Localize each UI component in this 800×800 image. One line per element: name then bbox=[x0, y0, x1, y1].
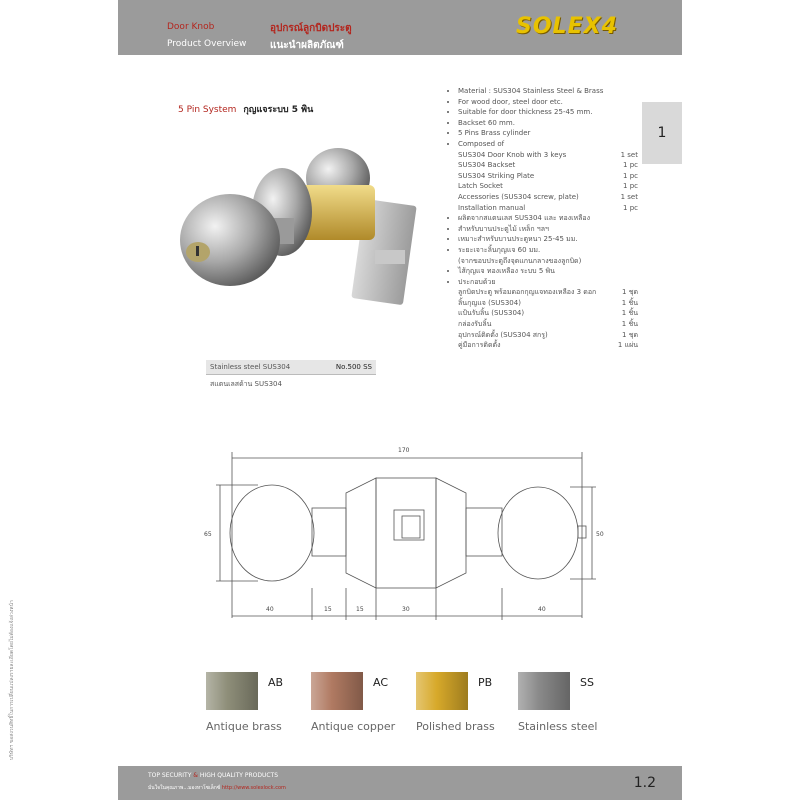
model-material-th: สแตนเลสด้าน SUS304 bbox=[206, 374, 376, 394]
page-footer bbox=[118, 766, 682, 800]
spec-note-th: (จากขอบประตูถึงจุดแกนกลางของลูกบิด) bbox=[458, 256, 582, 265]
model-row bbox=[206, 360, 376, 374]
component-row: SUS304 Backset 1 pc bbox=[458, 161, 638, 170]
model-material: Stainless steel SUS304 bbox=[210, 363, 291, 371]
dim-segment: 30 bbox=[402, 606, 410, 613]
finish-swatch bbox=[518, 672, 618, 742]
spec-item: • Composed of bbox=[458, 139, 638, 150]
spec-item: • Backset 60 mm. bbox=[458, 118, 638, 129]
page-tab: 1 bbox=[642, 102, 682, 164]
header-subtitle-en: Product Overview bbox=[167, 39, 247, 49]
door-knob-photo bbox=[170, 140, 420, 320]
finish-swatch bbox=[206, 672, 306, 742]
finish-name: Stainless steel bbox=[518, 720, 598, 733]
component-row-th: แป้นรับลิ้น (SUS304) 1 ชิ้น bbox=[458, 309, 638, 318]
finish-name: Polished brass bbox=[416, 720, 495, 733]
finish-chip bbox=[518, 672, 570, 710]
dim-segment: 40 bbox=[538, 606, 546, 613]
component-row: Accessories (SUS304 screw, plate) 1 set bbox=[458, 192, 638, 201]
model-number: No.500 SS bbox=[335, 363, 372, 371]
component-row-th: ลูกบิดประตู พร้อมดอกกุญแจทองเหลือง 3 ดอก 1 ชุด bbox=[458, 288, 638, 297]
finish-code: AB bbox=[268, 676, 284, 689]
catalog-page bbox=[118, 0, 682, 800]
page-number: 1.2 bbox=[633, 775, 656, 791]
finish-code: PB bbox=[478, 676, 493, 689]
component-row-th: กล่องรับลิ้น 1 ชิ้น bbox=[458, 320, 638, 329]
section-title-th: กุญแจระบบ 5 พิน bbox=[243, 105, 314, 115]
finish-name: Antique copper bbox=[311, 720, 396, 733]
finish-swatches bbox=[206, 672, 626, 742]
component-row: SUS304 Door Knob with 3 keys 1 set bbox=[458, 150, 638, 159]
finish-swatch bbox=[416, 672, 516, 742]
spec-item-th: • ไส้กุญแจ ทองเหลือง ระบบ 5 พิน bbox=[458, 266, 638, 277]
section-title bbox=[178, 102, 313, 116]
page-header bbox=[118, 0, 682, 55]
header-title-en: Door Knob bbox=[167, 22, 215, 32]
spec-item: • Suitable for door thickness 25-45 mm. bbox=[458, 107, 638, 118]
header-subtitle-th: แนะนำผลิตภัณฑ์ bbox=[270, 40, 344, 51]
spec-item-th: • เหมาะสำหรับบานประตูหนา 25-45 มม. bbox=[458, 234, 638, 245]
footer-url[interactable]: http://www.solexlock.com bbox=[221, 785, 286, 791]
dim-segment: 15 bbox=[356, 606, 364, 613]
dimension-drawing bbox=[198, 438, 618, 628]
finish-swatch bbox=[311, 672, 411, 742]
component-row-th: อุปกรณ์ติดตั้ง (SUS304 สกรู) 1 ชุด bbox=[458, 330, 638, 339]
section-title-en: 5 Pin System bbox=[178, 105, 237, 115]
spec-item-th: • สำหรับบานประตูไม้ เหล็ก ฯลฯ bbox=[458, 224, 638, 235]
finish-name: Antique brass bbox=[206, 720, 282, 733]
finish-chip bbox=[311, 672, 363, 710]
spec-item: • 5 Pins Brass cylinder bbox=[458, 128, 638, 139]
side-disclaimer: บริษัทฯ ขอสงวนสิทธิ์ในการเปลี่ยนแปลงรายละเอียดโดยไม่ต้องแจ้งล่วงหน้า bbox=[9, 600, 15, 760]
finish-code: SS bbox=[580, 676, 594, 689]
component-row: SUS304 Striking Plate 1 pc bbox=[458, 171, 638, 180]
footer-line: มั่นใจในคุณภาพ...มองหาโซเล็กซ์ http://www.solexlock.com bbox=[148, 785, 286, 791]
model-box bbox=[206, 360, 376, 394]
component-row-th: ลิ้นกุญแจ (SUS304) 1 ชิ้น bbox=[458, 298, 638, 307]
finish-code: AC bbox=[373, 676, 389, 689]
header-title-th: อุปกรณ์ลูกบิดประตู bbox=[270, 23, 352, 34]
component-row: Latch Socket 1 pc bbox=[458, 182, 638, 191]
dim-segment: 15 bbox=[324, 606, 332, 613]
component-row-th: คู่มือการติดตั้ง 1 แผ่น bbox=[458, 341, 638, 350]
spec-item: • Material : SUS304 Stainless Steel & Brass bbox=[458, 86, 638, 97]
finish-chip bbox=[416, 672, 468, 710]
component-row: Installation manual 1 pc bbox=[458, 203, 638, 212]
dim-segment: 40 bbox=[266, 606, 274, 613]
spec-item: • For wood door, steel door etc. bbox=[458, 97, 638, 108]
solex-logo: SOLEX4 bbox=[516, 14, 618, 39]
finish-chip bbox=[206, 672, 258, 710]
spec-list bbox=[448, 86, 638, 351]
spec-item-th: • ผลิตจากสแตนเลส SUS304 และ ทองเหลือง bbox=[458, 213, 638, 224]
dim-height-right: 50 bbox=[596, 531, 604, 538]
dim-height-left: 65 bbox=[204, 531, 212, 538]
footer-tagline: TOP SECURITY & HIGH QUALITY PRODUCTS bbox=[148, 772, 279, 779]
dim-total: 170 bbox=[398, 447, 410, 454]
spec-item-th: • ประกอบด้วย bbox=[458, 277, 638, 288]
spec-item-th: • ระยะเจาะลิ้นกุญแจ 60 มม. bbox=[458, 245, 638, 256]
